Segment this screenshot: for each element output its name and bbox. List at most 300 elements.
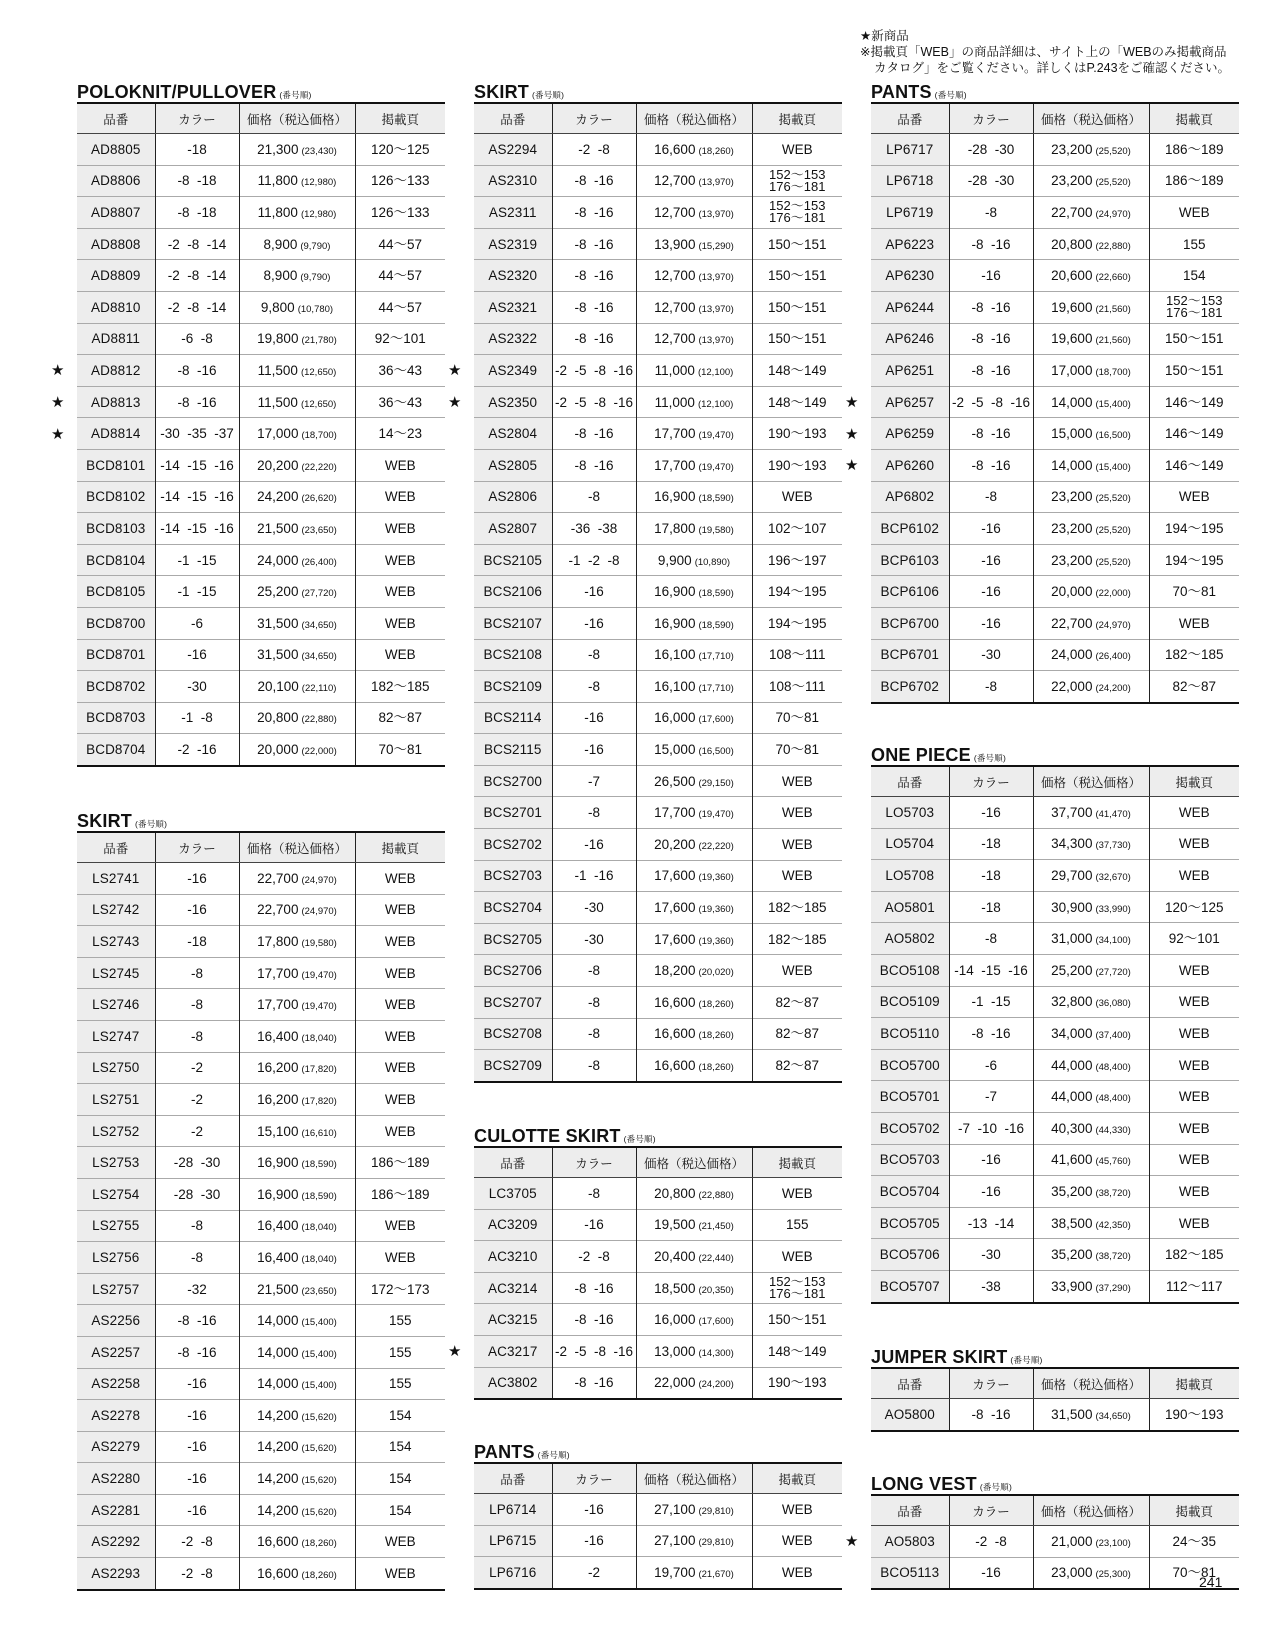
price-value: 16,600 xyxy=(654,1026,696,1042)
price-value: 41,600 xyxy=(1051,1152,1093,1168)
tax-included-price: (25,520) xyxy=(1095,145,1131,157)
catalog-page: 82～87 xyxy=(752,1018,842,1050)
tax-included-price: (19,470) xyxy=(301,1001,337,1013)
catalog-page: 70～81 xyxy=(752,702,842,734)
table-row xyxy=(474,1050,842,1082)
product-code xyxy=(77,1242,155,1274)
table-row xyxy=(474,481,842,513)
table-row xyxy=(871,1270,1239,1302)
table-row xyxy=(77,1210,445,1242)
product-code xyxy=(77,1147,155,1179)
section-title-text: JUMPER SKIRT xyxy=(871,1347,1008,1367)
catalog-page: 70～81 xyxy=(1149,1557,1239,1589)
product-code xyxy=(474,1494,552,1526)
section-jumper-skirt xyxy=(871,1343,1239,1432)
new-star-icon: ★ xyxy=(51,362,65,380)
color-codes: -8 -16 xyxy=(552,291,636,323)
price xyxy=(1033,544,1149,576)
product-code xyxy=(77,513,155,545)
color-codes: -8 xyxy=(949,671,1033,703)
product-code-text: AP6246 xyxy=(885,331,935,347)
product-code-text: BCS2704 xyxy=(483,900,542,916)
color-codes: -1 -2 -8 xyxy=(552,544,636,576)
tax-included-price: (17,710) xyxy=(698,682,734,694)
table-row xyxy=(77,1526,445,1558)
color-codes: -16 xyxy=(155,639,239,671)
price xyxy=(239,1242,355,1274)
table-row xyxy=(77,1242,445,1274)
product-code-text: AP6223 xyxy=(885,236,935,252)
table-row xyxy=(77,607,445,639)
product-code xyxy=(474,513,552,545)
tax-included-price: (18,040) xyxy=(301,1032,337,1044)
price-value: 30,900 xyxy=(1051,899,1093,915)
color-codes: -16 xyxy=(949,1144,1033,1176)
product-code-text: AS2320 xyxy=(488,268,538,284)
color-codes: -7 xyxy=(949,1081,1033,1113)
table-header-row xyxy=(77,103,445,134)
tax-included-price: (15,620) xyxy=(301,1475,337,1487)
tax-included-price: (26,620) xyxy=(301,493,337,505)
tax-included-price: (27,720) xyxy=(1095,966,1131,978)
table-row xyxy=(474,797,842,829)
tax-included-price: (21,780) xyxy=(301,335,337,347)
product-code xyxy=(871,1049,949,1081)
product-code xyxy=(871,165,949,197)
catalog-page: 154 xyxy=(355,1400,445,1432)
product-code-text: LO5708 xyxy=(885,867,935,883)
table-row xyxy=(474,449,842,481)
price-value: 44,000 xyxy=(1051,1089,1093,1105)
price-value: 15,100 xyxy=(257,1123,299,1139)
price xyxy=(239,1463,355,1495)
tax-included-price: (27,720) xyxy=(301,588,337,600)
price-value: 25,200 xyxy=(257,584,299,600)
price-value: 20,200 xyxy=(257,457,299,473)
price-value: 32,800 xyxy=(1051,994,1093,1010)
catalog-page: 120～125 xyxy=(1149,891,1239,923)
tax-included-price: (24,970) xyxy=(301,874,337,886)
tax-included-price: (19,470) xyxy=(301,969,337,981)
product-code-text: AP6802 xyxy=(885,489,935,505)
tax-included-price: (22,000) xyxy=(1095,588,1131,600)
price-table xyxy=(448,102,842,1083)
price xyxy=(239,1368,355,1400)
product-code-text: AP6259 xyxy=(885,426,935,442)
section-title-text: POLOKNIT/PULLOVER xyxy=(77,82,277,102)
product-code-text: BCS2114 xyxy=(484,710,542,726)
catalog-page: 148～149 xyxy=(752,386,842,418)
price-value: 24,000 xyxy=(1051,647,1093,663)
color-codes: -8 -16 xyxy=(155,1305,239,1337)
product-code-text: AO5800 xyxy=(884,1406,935,1422)
tax-included-price: (9,790) xyxy=(300,240,331,252)
product-code xyxy=(474,702,552,734)
table-row xyxy=(474,260,842,292)
price-value: 16,600 xyxy=(654,1058,696,1074)
table-row xyxy=(474,923,842,955)
product-code-text: AC3210 xyxy=(488,1248,538,1264)
price-value: 20,800 xyxy=(257,710,299,726)
product-code-text: AS2258 xyxy=(91,1376,141,1392)
price-value: 20,800 xyxy=(654,1185,696,1201)
tax-included-price: (12,980) xyxy=(300,177,337,189)
product-code-text: BCD8702 xyxy=(86,678,146,694)
table-row xyxy=(871,923,1239,955)
catalog-page: 150～151 xyxy=(752,1304,842,1336)
tax-included-price: (25,300) xyxy=(1095,1569,1131,1581)
tax-included-price: (24,200) xyxy=(1095,682,1131,694)
tax-included-price: (15,620) xyxy=(301,1443,337,1455)
tax-included-price: (16,500) xyxy=(1095,430,1131,442)
color-codes: -2 -8 -14 xyxy=(155,291,239,323)
header-code: 品番 xyxy=(77,103,155,134)
catalog-page: 36～43 xyxy=(355,386,445,418)
product-code xyxy=(474,607,552,639)
tax-included-price: (15,400) xyxy=(1095,398,1131,410)
catalog-page: WEB xyxy=(355,481,445,513)
tax-included-price: (17,820) xyxy=(301,1064,337,1076)
section-title xyxy=(474,78,842,102)
color-codes: -8 -16 xyxy=(155,386,239,418)
product-code xyxy=(871,1081,949,1113)
price xyxy=(1033,986,1149,1018)
price xyxy=(239,1431,355,1463)
price-value: 18,500 xyxy=(654,1280,696,1296)
product-code xyxy=(871,891,949,923)
price xyxy=(239,894,355,926)
table-row xyxy=(77,1494,445,1526)
product-code-text: LS2755 xyxy=(92,1218,140,1234)
price xyxy=(636,671,752,703)
product-code-text: BCO5108 xyxy=(879,962,940,978)
price xyxy=(239,260,355,292)
header-page: 掲載頁 xyxy=(355,103,445,134)
product-code-text: BCD8105 xyxy=(86,584,146,600)
product-code xyxy=(77,702,155,734)
tax-included-price: (26,400) xyxy=(1095,651,1131,663)
catalog-page: 194～195 xyxy=(752,607,842,639)
product-code-text: BCO5703 xyxy=(879,1152,940,1168)
product-code-text: AS2293 xyxy=(91,1565,141,1581)
tax-included-price: (24,200) xyxy=(698,1379,734,1391)
tax-included-price: (16,500) xyxy=(698,746,734,758)
catalog-page: WEB xyxy=(355,449,445,481)
product-code-text: AS2256 xyxy=(91,1313,141,1329)
table-row xyxy=(474,576,842,608)
price-table xyxy=(871,1367,1239,1432)
section-title xyxy=(77,807,445,831)
catalog-page: 120～125 xyxy=(355,134,445,166)
catalog-page: WEB xyxy=(1149,828,1239,860)
color-codes: -16 xyxy=(552,1494,636,1526)
product-code-text: AS2804 xyxy=(488,426,538,442)
web-note: ※掲載頁「WEB」の商品詳細は、サイト上の「WEBのみ掲載商品 xyxy=(860,45,1227,59)
price xyxy=(1033,1049,1149,1081)
header-code: 品番 xyxy=(871,1368,949,1399)
tax-included-price: (18,260) xyxy=(698,998,734,1010)
table-row xyxy=(77,323,445,355)
price-value: 17,800 xyxy=(654,520,696,536)
color-codes: -16 xyxy=(949,576,1033,608)
color-codes: -16 xyxy=(155,863,239,895)
color-codes: -16 xyxy=(552,1209,636,1241)
price xyxy=(636,1525,752,1557)
price xyxy=(1033,1081,1149,1113)
price-value: 22,000 xyxy=(654,1375,696,1391)
tax-included-price: (22,880) xyxy=(1095,240,1131,252)
color-codes: -16 xyxy=(552,1525,636,1557)
product-code xyxy=(474,671,552,703)
catalog-page: 14～23 xyxy=(355,418,445,450)
product-code xyxy=(77,863,155,895)
product-code xyxy=(871,323,949,355)
product-code xyxy=(871,291,949,323)
product-code xyxy=(77,481,155,513)
product-code-text: AP6251 xyxy=(885,362,935,378)
product-code xyxy=(474,1525,552,1557)
table-row xyxy=(474,955,842,987)
product-code xyxy=(77,1463,155,1495)
section-title xyxy=(474,1122,842,1146)
product-code-text: BCD8701 xyxy=(86,647,146,663)
price-value: 34,000 xyxy=(1051,1025,1093,1041)
product-code-text: LP6714 xyxy=(489,1501,537,1517)
price xyxy=(636,1367,752,1399)
table-row xyxy=(77,197,445,229)
tax-included-price: (34,650) xyxy=(301,619,337,631)
price xyxy=(239,355,355,387)
catalog-page: WEB xyxy=(355,1020,445,1052)
color-codes: -8 -16 xyxy=(949,228,1033,260)
table-row xyxy=(474,355,842,387)
tax-included-price: (25,520) xyxy=(1095,556,1131,568)
table-row xyxy=(871,860,1239,892)
price xyxy=(239,671,355,703)
catalog-page: 196～197 xyxy=(752,544,842,576)
tax-included-price: (21,670) xyxy=(698,1568,734,1580)
price-value: 8,900 xyxy=(263,268,298,284)
header-color: カラー xyxy=(552,1463,636,1494)
product-code xyxy=(871,481,949,513)
price xyxy=(239,323,355,355)
header-price: 価格（税込価格） xyxy=(1033,103,1149,134)
table-row xyxy=(871,986,1239,1018)
color-codes: -1 -15 xyxy=(155,576,239,608)
tax-included-price: (24,970) xyxy=(301,906,337,918)
product-code-text: BCS2707 xyxy=(483,994,542,1010)
product-code-text: AD8812 xyxy=(91,362,141,378)
table-row xyxy=(474,1209,842,1241)
product-code-text: AS2322 xyxy=(488,331,538,347)
product-code-text: BCP6701 xyxy=(880,647,939,663)
product-code xyxy=(77,1210,155,1242)
tax-included-price: (15,620) xyxy=(301,1411,337,1423)
color-codes: -8 xyxy=(155,1210,239,1242)
price-value: 20,200 xyxy=(654,836,696,852)
price-value: 20,000 xyxy=(257,742,299,758)
tax-included-price: (13,970) xyxy=(698,177,734,189)
tax-included-price: (19,470) xyxy=(698,461,734,473)
table-row xyxy=(871,481,1239,513)
color-codes: -16 xyxy=(552,702,636,734)
catalog-page: 190～193 xyxy=(752,449,842,481)
catalog-page: WEB xyxy=(355,1526,445,1558)
catalog-page: 152～153 176～181 xyxy=(752,165,842,197)
color-codes: -30 xyxy=(949,639,1033,671)
color-codes: -8 -18 xyxy=(155,197,239,229)
color-codes: -8 -16 xyxy=(949,323,1033,355)
catalog-page: 44～57 xyxy=(355,228,445,260)
color-codes: -2 -8 -14 xyxy=(155,228,239,260)
section-title xyxy=(474,1438,842,1462)
product-code xyxy=(871,576,949,608)
catalog-page: 155 xyxy=(355,1336,445,1368)
color-codes: -16 xyxy=(552,734,636,766)
price-value: 17,800 xyxy=(257,933,299,949)
color-codes: -8 -18 xyxy=(155,165,239,197)
table-row xyxy=(77,228,445,260)
tax-included-price: (37,290) xyxy=(1095,1282,1131,1294)
tax-included-price: (13,970) xyxy=(698,303,734,315)
catalog-page: 44～57 xyxy=(355,291,445,323)
table-row xyxy=(474,1272,842,1304)
table-row xyxy=(77,1400,445,1432)
color-codes: -8 xyxy=(155,989,239,1021)
catalog-page: WEB xyxy=(355,957,445,989)
price xyxy=(239,228,355,260)
price xyxy=(239,863,355,895)
color-codes: -30 xyxy=(552,923,636,955)
price-value: 26,500 xyxy=(654,773,696,789)
price xyxy=(239,639,355,671)
price-value: 16,900 xyxy=(257,1186,299,1202)
catalog-page: WEB xyxy=(355,1242,445,1274)
header-price: 価格（税込価格） xyxy=(636,103,752,134)
catalog-page: WEB xyxy=(1149,954,1239,986)
product-code xyxy=(51,355,155,387)
catalog-page: 102～107 xyxy=(752,513,842,545)
catalog-page: 148～149 xyxy=(752,355,842,387)
product-code-text: AS2292 xyxy=(91,1534,141,1550)
price xyxy=(636,892,752,924)
section-title-text: SKIRT xyxy=(77,811,132,831)
section-subtitle: (番号順) xyxy=(934,90,967,100)
price-value: 19,700 xyxy=(654,1564,696,1580)
price-value: 14,200 xyxy=(257,1407,299,1423)
tax-included-price: (29,150) xyxy=(698,777,734,789)
product-code-text: BCP6103 xyxy=(880,552,939,568)
price-value: 22,700 xyxy=(1051,204,1093,220)
price-table xyxy=(77,831,445,1591)
price xyxy=(636,1209,752,1241)
color-codes: -2 xyxy=(552,1557,636,1589)
product-code xyxy=(871,355,949,387)
product-code xyxy=(845,1526,949,1558)
product-code-text: BCO5706 xyxy=(879,1247,940,1263)
catalog-page: WEB xyxy=(355,544,445,576)
tax-included-price: (12,100) xyxy=(697,398,734,410)
product-code-text: LO5703 xyxy=(885,804,935,820)
color-codes: -2 -8 xyxy=(552,1241,636,1273)
price xyxy=(636,797,752,829)
product-code xyxy=(474,1209,552,1241)
price-value: 22,000 xyxy=(1051,678,1093,694)
table-row xyxy=(77,1305,445,1337)
price xyxy=(239,702,355,734)
price xyxy=(636,1018,752,1050)
price xyxy=(1033,891,1149,923)
product-code xyxy=(871,860,949,892)
table-row xyxy=(474,765,842,797)
table-row xyxy=(474,1335,842,1367)
price-value: 11,000 xyxy=(654,362,695,378)
tax-included-price: (16,610) xyxy=(301,1127,337,1139)
product-code xyxy=(77,1368,155,1400)
product-code-text: BCD8103 xyxy=(86,520,146,536)
price xyxy=(636,923,752,955)
tax-included-price: (24,970) xyxy=(1095,619,1131,631)
product-code xyxy=(845,418,949,450)
table-row xyxy=(474,639,842,671)
table-row xyxy=(871,1176,1239,1208)
price-value: 16,900 xyxy=(654,615,696,631)
product-code xyxy=(474,1050,552,1082)
product-code xyxy=(474,987,552,1019)
tax-included-price: (22,220) xyxy=(698,840,734,852)
tax-included-price: (24,970) xyxy=(1095,208,1131,220)
catalog-page: WEB xyxy=(752,1494,842,1526)
table-row xyxy=(871,828,1239,860)
catalog-page: WEB xyxy=(355,894,445,926)
price xyxy=(1033,513,1149,545)
product-code-text: BCO5707 xyxy=(879,1278,940,1294)
product-code-text: AP6257 xyxy=(885,394,935,410)
color-codes: -16 xyxy=(949,1557,1033,1589)
price-value: 16,600 xyxy=(654,994,696,1010)
section-title xyxy=(871,78,1239,102)
product-code xyxy=(77,671,155,703)
catalog-page: 150～151 xyxy=(752,228,842,260)
table-row xyxy=(77,702,445,734)
price xyxy=(239,1178,355,1210)
table-row xyxy=(871,449,1239,481)
table-row xyxy=(871,1112,1239,1144)
price-value: 37,700 xyxy=(1051,804,1093,820)
color-codes: -1 -8 xyxy=(155,702,239,734)
table-row xyxy=(871,544,1239,576)
section-title-text: ONE PIECE xyxy=(871,745,971,765)
price xyxy=(239,607,355,639)
product-code xyxy=(77,291,155,323)
product-code-text: BCD8704 xyxy=(86,742,146,758)
table-row xyxy=(474,1304,842,1336)
product-code xyxy=(474,228,552,260)
tax-included-price: (19,470) xyxy=(698,809,734,821)
header-price: 価格（税込価格） xyxy=(1033,766,1149,797)
catalog-page: 194～195 xyxy=(1149,544,1239,576)
price xyxy=(636,418,752,450)
color-codes: -8 xyxy=(552,639,636,671)
product-code xyxy=(77,1020,155,1052)
product-code-text: BCS2109 xyxy=(483,678,542,694)
price xyxy=(1033,291,1149,323)
product-code-text: AS2281 xyxy=(91,1502,141,1518)
catalog-page: WEB xyxy=(752,1525,842,1557)
product-code-text: AS2257 xyxy=(91,1344,141,1360)
tax-included-price: (18,700) xyxy=(1095,366,1131,378)
tax-included-price: (18,040) xyxy=(301,1253,337,1265)
